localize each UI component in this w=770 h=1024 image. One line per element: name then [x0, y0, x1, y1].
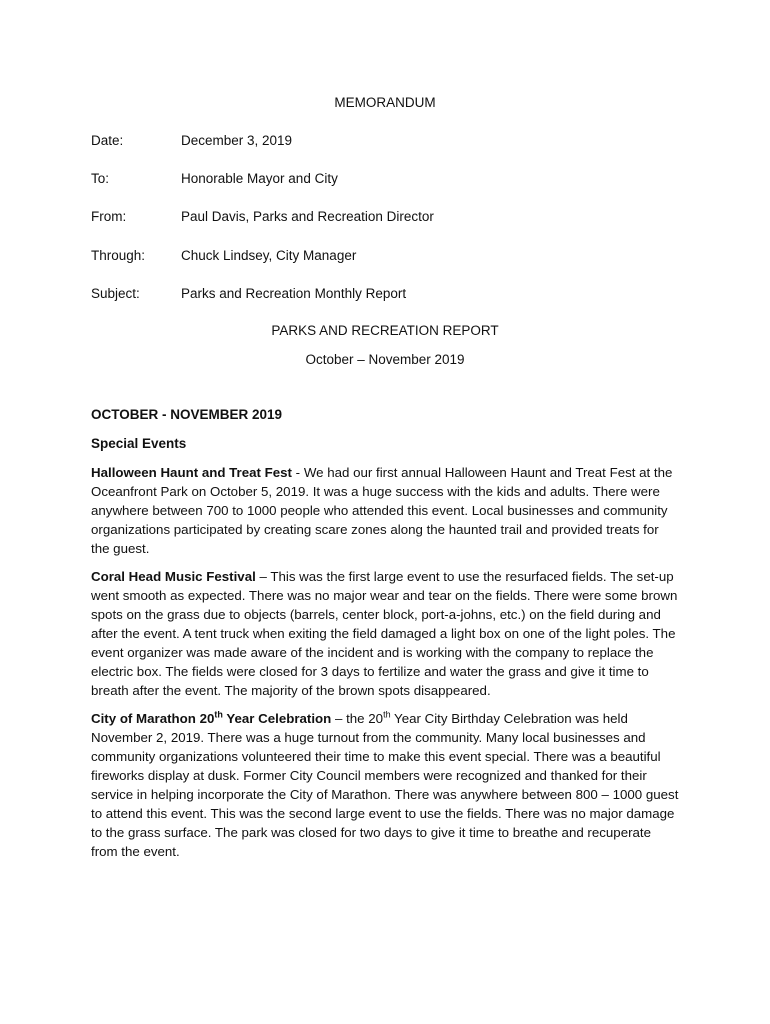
event-paragraph-coral-head [91, 567, 679, 700]
through-label: Through: [91, 248, 146, 263]
event-separator: – [331, 711, 347, 726]
date-label: Date: [91, 133, 124, 148]
event-name-marathon-pre: City of Marathon 20 [91, 711, 215, 726]
memo-title: MEMORANDUM [334, 95, 436, 110]
date-value: December 3, 2019 [181, 133, 293, 148]
event-paragraph-marathon [91, 709, 679, 861]
through-value: Chuck Lindsey, City Manager [181, 248, 357, 263]
event-separator: – [255, 569, 271, 584]
event-text-marathon-sup: th [383, 709, 391, 720]
memo-row-through [91, 248, 356, 263]
from-value: Paul Davis, Parks and Recreation Director [181, 209, 434, 224]
event-name-halloween: Halloween Haunt and Treat Fest [91, 465, 292, 480]
event-text-coral-head: This was the first large event to use the resurfaced fields. The set-up went smooth as expected. There was no major wear and tear on the fields. There were some brown spots on the grass due to objects (barrels, center block, port-a-johns, etc.) on the field during and after the event. A tent truck when exiting the field damaged a light box on one of the light poles. The event organizer was made aware of the incident and is working with the company to replace the electric box. The fields were closed for 3 days to fertilize and water the grass and give it time to breath after the event. The majority of the brown spots disappeared. [91, 569, 678, 698]
subject-value: Parks and Recreation Monthly Report [181, 286, 407, 301]
event-name-marathon-post: Year Celebration [222, 711, 332, 726]
memo-row-from [91, 209, 434, 224]
event-text-marathon-pre: the 20 [346, 711, 384, 726]
event-name-marathon [91, 711, 331, 726]
event-paragraph-halloween [91, 463, 679, 558]
report-period: October – November 2019 [305, 352, 465, 367]
subject-label: Subject: [91, 286, 140, 301]
to-label: To: [91, 171, 110, 186]
memo-row-to [91, 171, 338, 186]
event-text-halloween: We had our first annual Halloween Haunt and Treat Fest at the Oceanfront Park on October 5, 2019. It was a huge success with the kids and adults. There were anywhere between 700 to 1000 people who attended this event. Local businesses and community organizations participated by creating scare zones along the haunted trail and provided treats for the guest. [91, 465, 673, 556]
section-heading: OCTOBER - NOVEMBER 2019 [91, 407, 283, 422]
event-text-marathon: Year City Birthday Celebration was held November 2, 2019. There was a huge turnout from the community. Many local businesses and community organizations volunteered their time to make this event special. There was a beautiful fireworks display at dusk. Former City Council members were recognized and thanked for their service in helping incorporate the City of Marathon. There was anywhere between 800 – 1000 guest to attend this event. This was the second large event to use the fields. There was no major damage to the grass surface. The park was closed for two days to give it time to breathe and recuperate from the event. [91, 711, 679, 859]
event-name-marathon-sup: th [214, 709, 223, 720]
event-separator: - [291, 465, 304, 480]
memo-row-subject [91, 286, 406, 301]
subsection-heading: Special Events [91, 436, 187, 451]
from-label: From: [91, 209, 127, 224]
event-name-coral-head: Coral Head Music Festival [91, 569, 256, 584]
memo-row-date [91, 133, 292, 148]
to-value: Honorable Mayor and City [181, 171, 338, 186]
report-title: PARKS AND RECREATION REPORT [271, 323, 499, 338]
